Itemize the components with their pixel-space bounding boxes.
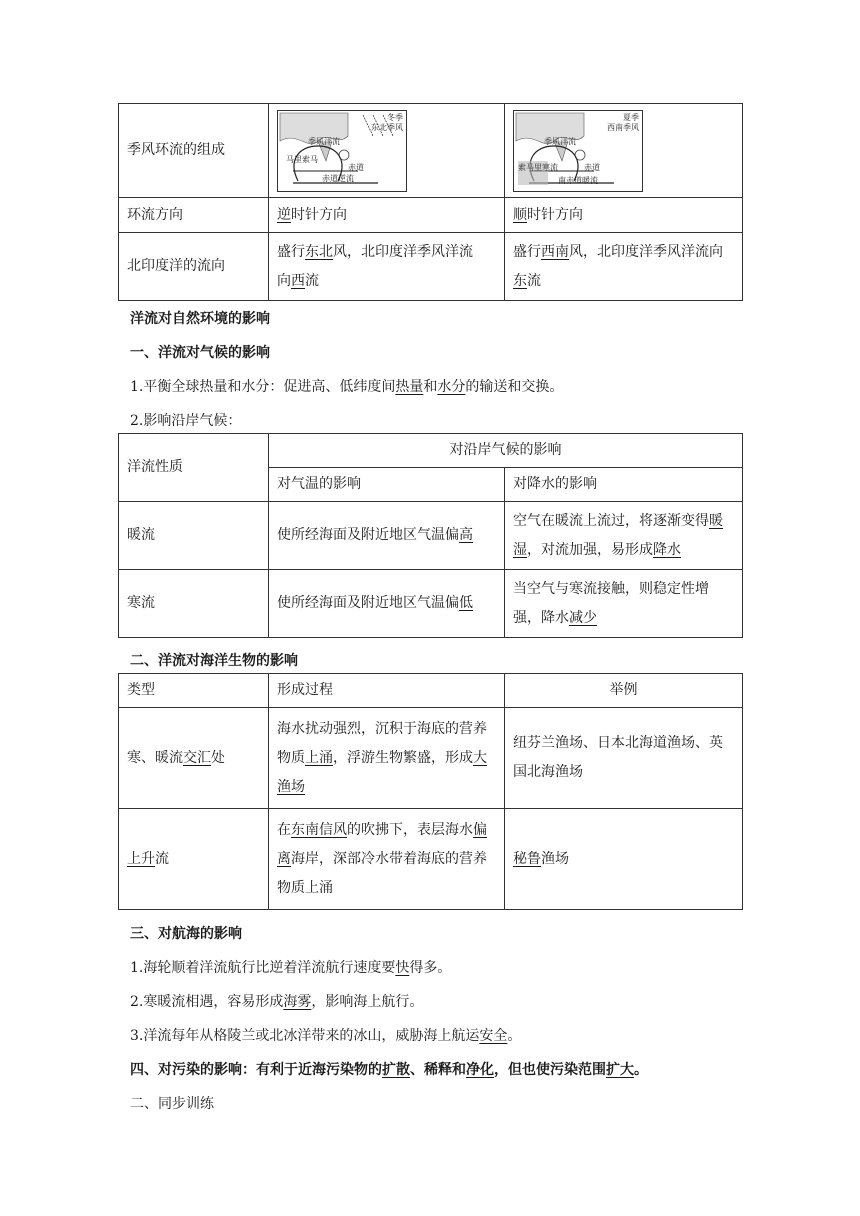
nav-item-3: 3.洋流每年从格陵兰或北冰洋带来的冰山，威胁海上航运安全。 [130, 1028, 522, 1044]
row-label-flow: 北印度洋的流向 [119, 233, 269, 301]
summer-monsoon-map [513, 110, 643, 192]
row-label-composition: 季风环流的组成 [119, 104, 269, 198]
map-equator-label: 赤道 [348, 162, 364, 172]
map-wind-label: 西南季风 [607, 122, 639, 132]
map-current-label: 季风洋流 [544, 136, 576, 146]
header-temp: 对气温的影响 [269, 468, 505, 502]
winter-monsoon-map [277, 110, 407, 192]
row-label-direction: 环流方向 [119, 198, 269, 233]
header-process: 形成过程 [269, 674, 505, 708]
map-eq-current-label: 南赤道暖流 [558, 175, 598, 185]
summer-flow: 盛行西南风，北印度洋季风洋流向 东流 [505, 233, 743, 301]
header-type: 类型 [119, 674, 269, 708]
map-region-label: 马里索马 [286, 154, 318, 164]
header-nature: 洋流性质 [119, 434, 269, 502]
map-equator-label: 赤道 [584, 162, 600, 172]
map-region-label: 索马里寒流 [518, 162, 558, 172]
map-season-label: 冬季 [387, 112, 403, 122]
bio-row1-process: 海水扰动强烈，沉积于海底的营养 物质上涌，浮游生物繁盛，形成大 渔场 [269, 708, 505, 809]
bio-heading: 二、洋流对海洋生物的影响 [130, 653, 298, 669]
header-example: 举例 [505, 674, 743, 708]
summer-map-cell [505, 104, 743, 198]
map-eq-current-label: 赤道逆流 [322, 173, 354, 183]
cold-current: 寒流 [119, 570, 269, 638]
winter-flow: 盛行东北风，北印度洋季风洋流 向西流 [269, 233, 505, 301]
map-current-label: 季风洋流 [308, 136, 340, 146]
climate-heading: 一、洋流对气候的影响 [130, 345, 270, 361]
winter-direction: 逆时针方向 [269, 198, 505, 233]
section-title: 洋流对自然环境的影响 [130, 311, 270, 327]
climate-item-1: 1.平衡全球热量和水分：促进高、低纬度间热量和水分的输送和交换。 [130, 379, 564, 395]
footer-section: 二、同步训练 [130, 1096, 214, 1112]
bio-row2-type: 上升流 [119, 809, 269, 910]
nav-item-2: 2.寒暖流相遇，容易形成海雾，影响海上航行。 [130, 994, 424, 1010]
nav-heading: 三、对航海的影响 [130, 926, 242, 942]
climate-item-2: 2.影响沿岸气候： [130, 413, 242, 429]
pollution-line: 四、对污染的影响：有利于近海污染物的扩散、稀释和净化，但也使污染范围扩大。 [130, 1062, 648, 1078]
header-impact: 对沿岸气候的影响 [269, 434, 743, 468]
cold-rain: 当空气与寒流接触，则稳定性增 强，降水减少 [505, 570, 743, 638]
warm-current: 暖流 [119, 502, 269, 570]
warm-rain: 空气在暖流上流过，将逐渐变得暖 湿，对流加强，易形成降水 [505, 502, 743, 570]
summer-direction: 顺时针方向 [505, 198, 743, 233]
bio-row1-example: 纽芬兰渔场、日本北海道渔场、英 国北海渔场 [505, 708, 743, 809]
winter-map-cell [269, 104, 505, 198]
bio-table [118, 673, 743, 910]
monsoon-table [118, 103, 743, 301]
nav-item-1: 1.海轮顺着洋流航行比逆着洋流航行速度要快得多。 [130, 960, 452, 976]
warm-temp: 使所经海面及附近地区气温偏高 [269, 502, 505, 570]
cold-temp: 使所经海面及附近地区气温偏低 [269, 570, 505, 638]
bio-row2-process: 在东南信风的吹拂下，表层海水偏 离海岸，深部冷水带着海底的营养 物质上涌 [269, 809, 505, 910]
bio-row2-example: 秘鲁渔场 [505, 809, 743, 910]
bio-row1-type: 寒、暖流交汇处 [119, 708, 269, 809]
header-rain: 对降水的影响 [505, 468, 743, 502]
map-wind-label: 东北季风 [371, 122, 403, 132]
map-season-label: 夏季 [623, 112, 639, 122]
climate-table [118, 433, 743, 638]
